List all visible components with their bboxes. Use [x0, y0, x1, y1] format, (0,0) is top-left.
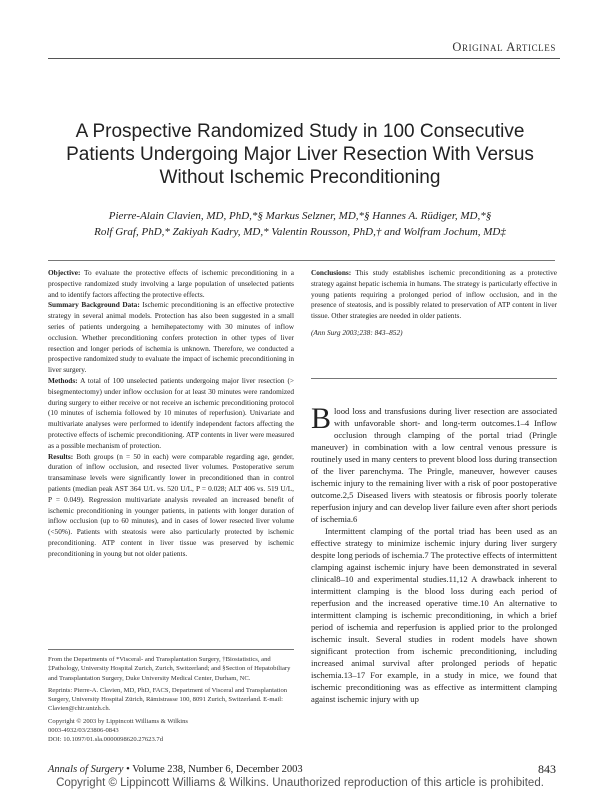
abstract-top-rule	[48, 260, 555, 261]
intro-paragraph	[311, 402, 557, 525]
article-title	[40, 120, 560, 189]
copyright-note: Copyright © 2003 by Lippincott Williams & Wilkins	[48, 717, 188, 725]
footnotes	[48, 655, 294, 748]
drop-cap: B	[311, 402, 332, 435]
journal-issue: • Volume 238, Number 6, December 2003	[123, 764, 303, 775]
header-rule	[48, 58, 560, 59]
abstract-text: Both groups (n = 50 in each) were comparable regarding age, gender, duration of inflow occlusion, and resected liver volumes. Postoperative serum transaminase levels were significantly lower in preconditioned than in control patients (median peak AST 364 U/L vs. 520 U/L, P = 0.028; ALT 406 vs. 519 U/L, P = 0.049). Regression multivariate analysis revealed an increased benefit of ischemic preconditioning in younger patients, in patients with longer duration of inflow occlusion (up to 60 minutes), and in cases of lower resected liver volume (<50%). Patients with steatosis were also particularly protected by ischemic preconditioning. ATP content in liver tissue was preserved by ischemic preconditioning in young but not older patients.	[48, 451, 294, 558]
journal-name: Annals of Surgery	[48, 764, 124, 775]
abstract-heading: Objective:	[48, 268, 81, 277]
abstract-text: This study establishes ischemic preconditioning as a protective strategy against hepatic ischemia in humans. The strategy is particularly effective in young patients requiring a prolonged period of inflow occlusion, and in the presence of steatosis, and is possibly related to preservation of ATP content in liver tissue. Other strategies are needed in older patients.	[311, 268, 557, 321]
journal-footer	[48, 764, 303, 775]
title-line: Patients Undergoing Major Liver Resection With Versus	[66, 144, 534, 165]
title-line: A Prospective Randomized Study in 100 Consecutive	[75, 121, 525, 142]
footnote-rule	[48, 649, 294, 650]
abstract-background	[48, 300, 294, 376]
abstract-conclusions	[311, 268, 557, 322]
affiliation-note: From the Departments of *Visceral- and Transplantation Surgery, †Biostatistics, and ‡Pathology, University Hospital Zurich, Zurich, Switzerland; and §Section of Hepatobiliary and Transplantation Surgery, Duke University Medical Center, Durham, NC.	[48, 656, 291, 682]
abstract-results	[48, 452, 294, 560]
abstract-heading: Summary Background Data:	[48, 300, 140, 310]
page-number: 843	[538, 762, 556, 776]
doi-note: DOI: 10.1097/01.sla.0000098620.27623.7d	[48, 736, 164, 744]
intro-text: lood loss and transfusions during liver resection are associated with unfavorable short- and long-term outcomes.1–4 Inflow occlusion through clamping of the portal triad (Pringle maneuver) in combination with a low central venous pressure is routinely used in many centers to prevent blood loss during transection of the liver parenchyma. The Pringle, maneuver, however causes ischemic injury to the remaining liver with a risk of poor postoperative outcome.2,5 Diseased livers with steatosis or fibrosis poorly tolerate reperfusion injury and can develop liver failure even after short periods of ischemia.6	[311, 406, 557, 524]
reprints-note: Reprints: Pierre-A. Clavien, MD, PhD, FACS, Department of Visceral and Transplantation Surgery, University Hospital Zürich, Rämistrasse 100, 8091 Zurich, Switzerland. E-mail: Clavien@chir.unizh.ch.	[48, 686, 288, 713]
abstract-heading: Conclusions:	[311, 268, 352, 277]
copyright-banner: Copyright © Lippincott Williams & Wilkins. Unauthorized reproduction of this article is prohibited.	[56, 777, 544, 789]
abstract-heading: Methods:	[48, 375, 78, 385]
abstract-bottom-rule	[311, 378, 557, 379]
abstract-heading: Results:	[48, 451, 74, 461]
abstract-text: Ischemic preconditioning is an effective protective strategy in several animal models. Protection has also been suggested in a small series of patients undergoing a hemihepatectomy with 30 minutes of inflow occlusion. Whether preconditioning confers protection in other types of liver resection and longer periods of ischemia is unknown. Therefore, we conducted a prospective randomized study to evaluate the impact of ischemic preconditioning in liver surgery.	[48, 300, 294, 375]
abstract-methods	[48, 376, 294, 452]
issn-note: 0003-4932/03/23806-0843	[48, 727, 119, 735]
abstract-text: To evaluate the protective effects of ischemic preconditioning in a prospective randomized study involving a large population of unselected patients and to identify factors affecting the protective effects.	[48, 268, 294, 299]
title-line: Without Ischemic Preconditioning	[159, 167, 441, 188]
abstract-right-column	[311, 268, 557, 339]
author-list	[40, 208, 560, 240]
author-line: Rolf Graf, PhD,* Zakiyah Kadry, MD,* Valentin Rousson, PhD,† and Wolfram Jochum, MD‡	[94, 226, 506, 238]
abstract-text: A total of 100 unselected patients undergoing major liver resection (> bisegmentectomy) under inflow occlusion for at least 30 minutes were randomized during surgery to either receive or not receive an ischemic preconditioning protocol (10 minutes of ischemia followed by 10 minutes of reperfusion). Univariate and multivariate analyses were performed to identify independent factors affecting the protective effects of ischemic preconditioning. ATP contents in liver were measured as a possible mechanism of protection.	[48, 375, 294, 450]
intro-paragraph: Intermittent clamping of the portal triad has been used as an effective strategy to minimize ischemic injury during liver surgery despite long periods of ischemia.7 The protective effects of intermittent clamping against ischemic injury have been demonstrated in several clinical8–10 and experimental studies.11,12 A drawback inherent to intermittent clamping is the blood loss during each period of reperfusion and the increased operative time.10 An alternative to intermittent clamping is ischemic preconditioning, in which a brief period of ischemia and reperfusion is applied prior to the prolonged ischemic insult. Several studies in rodent models have shown significant protection from ischemic preconditioning, including increased animal survival after prolonged periods of hepatic ischemia.13–17 For example, in a study in mice, we found that ischemic preconditioning was as effective as intermittent clamping against ischemic injury with up	[311, 526, 557, 704]
abstract-citation: (Ann Surg 2003;238: 843–852)	[311, 327, 403, 337]
abstract-objective	[48, 268, 294, 300]
section-label: Original Articles	[452, 40, 556, 54]
introduction-column	[311, 402, 557, 705]
author-line: Pierre-Alain Clavien, MD, PhD,*§ Markus Selzner, MD,*§ Hannes A. Rüdiger, MD,*§	[108, 210, 492, 222]
abstract-left-column	[48, 268, 294, 560]
